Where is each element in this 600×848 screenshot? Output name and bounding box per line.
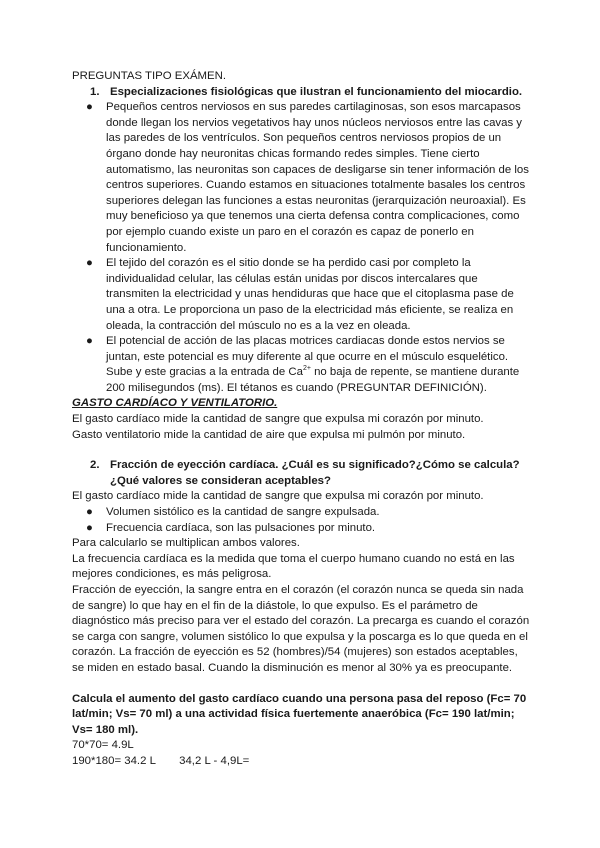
document-body: [72, 69, 530, 770]
gasto-cardiaco-definition: El gasto cardíaco mide la cantidad de sangre que expulsa mi corazón por minuto.: [72, 413, 484, 426]
list-item: [72, 100, 530, 256]
calculation-question: Calcula el aumento del gasto cardíaco cuando una persona pasa del reposo (Fc= 70 lat/min; Vs= 70 ml) a una actividad física fuertemente anaeróbica (Fc= 190 lat/min; Vs= 180 ml).: [72, 692, 527, 736]
list-item-text: Volumen sistólico es la cantidad de sangre expulsada.: [106, 506, 380, 519]
spacer: [72, 443, 530, 458]
question-1-bullet-list: [72, 100, 530, 396]
bullet-icon: ●: [86, 335, 93, 348]
question-1-number: 1.: [90, 85, 100, 98]
gasto-ventilatorio-definition: Gasto ventilatorio mide la cantidad de aire que expulsa mi pulmón por minuto.: [72, 428, 466, 441]
bullet-icon: ●: [86, 101, 93, 114]
list-item: [72, 334, 530, 396]
list-item-text: [106, 334, 530, 396]
list-item-text: Pequeños centros nerviosos en sus paredes cartilaginosas, son esos marcapasos donde llegan los nervios vegetativos hay unos núcleos nerviosos entre las cavas y las paredes de los ventrículos. Son pequeños centros nerviosos propios de un órgano donde hay neuronitas chicas formando redes simples. Tiene cierto automatismo, las neuronitas son capaces de desligarse sin tener información de los centros superiores. Cuando estamos en situaciones totalmente basales los centros superiores delegan las funciones a estas neuronitas (jerarquización neuroaxial). Es muy beneficioso ya que tenemos una cierta defensa contra complicaciones, como por ejemplo cuando existe un paro en el corazón es capaz de ponerlo en funcionamiento.: [106, 101, 529, 254]
question-1-title: Especializaciones fisiológicas que ilustran el funcionamiento del miocardio.: [110, 85, 523, 98]
list-item: [72, 256, 530, 334]
question-2-paragraph-2: La frecuencia cardíaca es la medida que toma el cuerpo humano cuando no está en las mejores condiciones, es más peligrosa.: [72, 552, 515, 581]
spacer: [72, 677, 530, 692]
question-2-number: 2.: [90, 459, 100, 472]
question-2-bullet-list: [72, 505, 530, 536]
calculation-line-2-part-a: 190*180= 34.2 L: [72, 754, 156, 767]
list-item-text: El tejido del corazón es el sitio donde se ha perdido casi por completo la individualidad celular, las células están unidas por discos intercalares que transmiten la electricidad y unas hendiduras que hace que el citoplasma pase de una a otra. Le proporciona un paso de la electricidad más eficiente, se realiza en oleada, la contracción del músculo no es a la vez en oleada.: [106, 257, 514, 332]
calculation-line-2-part-b: 34,2 L - 4,9L=: [179, 754, 250, 767]
bullet-icon: ●: [86, 506, 93, 519]
bullet-icon: ●: [86, 257, 93, 270]
question-2-heading: [72, 458, 530, 489]
question-1-heading: [72, 85, 530, 101]
question-2-intro: El gasto cardíaco mide la cantidad de sangre que expulsa mi corazón por minuto.: [72, 490, 484, 503]
question-2-paragraph-3: Fracción de eyección, la sangre entra en el corazón (el corazón nunca se queda sin nada de sangre) lo que hay en el fin de la diástole, lo que expulso. Es el parámetro de diagnóstico más preciso para ver el estado del corazón. La precarga es cuando el corazón se carga con sangre, volumen sistólico lo que expulsa y la poscarga es lo que queda en el corazón. La fracción de eyección es 52 (hombres)/54 (mujeres) son estados aceptables, se miden en estado basal. Cuando la disminución es menor al 30% ya es preocupante.: [72, 584, 530, 674]
superscript-charge: 2+: [302, 365, 311, 373]
list-item-text-part: no baja de repente, se mantiene durante 200 milisegundos (ms). El tétanos es cuando (PREGUNTAR DEFINICIÓN).: [106, 366, 520, 394]
bullet-icon: ●: [86, 521, 93, 534]
document-header: PREGUNTAS TIPO EXÁMEN.: [72, 70, 227, 82]
section-title-gasto: GASTO CARDÍACO Y VENTILATORIO.: [72, 397, 278, 410]
calculation-line-2: [72, 754, 530, 770]
list-item: [72, 505, 530, 521]
list-item-text-part: El potencial de acción de las placas motrices cardiacas donde estos nervios se juntan, este potencial es muy diferente al que ocurre en el músculo esquelético. Sube y este gracias a la entrada de Ca: [106, 335, 509, 379]
question-2-title: Fracción de eyección cardíaca. ¿Cuál es su significado?¿Cómo se calcula?¿Qué valores se consideran aceptables?: [110, 459, 520, 487]
list-item-text: Frecuencia cardíaca, son las pulsaciones por minuto.: [106, 521, 376, 534]
question-2-paragraph-1: Para calcularlo se multiplican ambos valores.: [72, 537, 300, 550]
list-item: [72, 521, 530, 537]
calculation-line-1: 70*70= 4.9L: [72, 739, 134, 752]
